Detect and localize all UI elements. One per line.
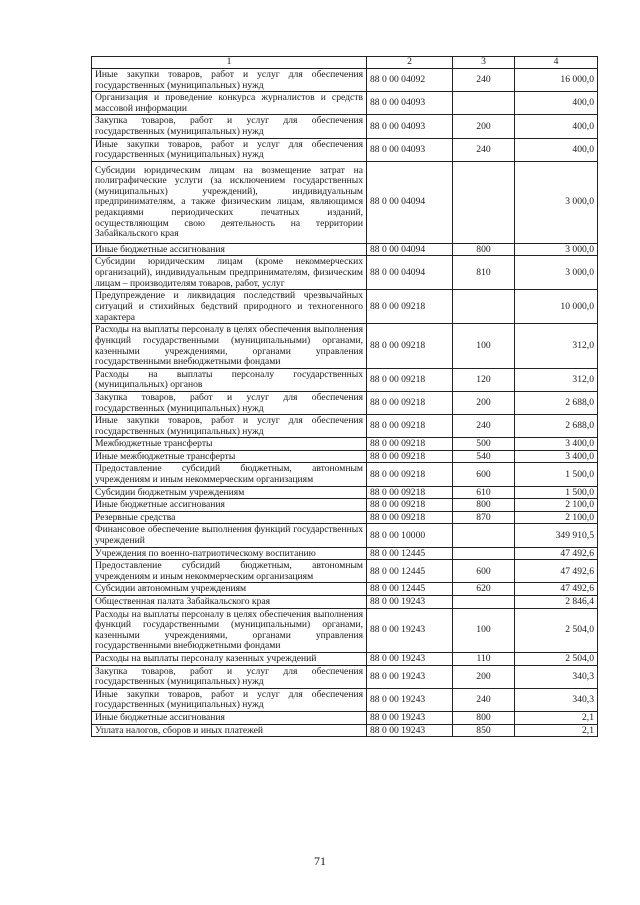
row-name-cell: Субсидии бюджетным учреждениям bbox=[92, 486, 367, 499]
row-sum-cell: 2 100,0 bbox=[515, 499, 598, 512]
row-code-cell: 88 0 00 04093 bbox=[367, 92, 453, 115]
row-sum-cell: 312,0 bbox=[515, 368, 598, 391]
row-code-cell: 88 0 00 09218 bbox=[367, 438, 453, 451]
table-row bbox=[92, 324, 598, 368]
row-sum-cell: 47 492,6 bbox=[515, 560, 598, 583]
row-name-cell: Учреждения по военно-патриотическому воспитанию bbox=[92, 547, 367, 560]
row-name-cell: Субсидии юридическим лицам (кроме некоммерческих организаций), индивидуальным предпринимателям, физическим лицам – производителям товаров, работ, услуг bbox=[92, 256, 367, 290]
table-header bbox=[92, 57, 598, 69]
row-name-cell: Иные закупки товаров, работ и услуг для обеспечения государственных (муниципальных) нужд bbox=[92, 69, 367, 92]
row-sum-cell: 1 500,0 bbox=[515, 463, 598, 486]
row-vr-cell bbox=[453, 161, 515, 243]
row-vr-cell: 870 bbox=[453, 511, 515, 524]
table-row bbox=[92, 608, 598, 652]
row-name-cell: Предоставление субсидий бюджетным, автономным учреждениям и иным некоммерческим организациям bbox=[92, 463, 367, 486]
row-name-cell: Резервные средства bbox=[92, 511, 367, 524]
row-sum-cell: 2 688,0 bbox=[515, 415, 598, 438]
row-name-cell: Иные закупки товаров, работ и услуг для обеспечения государственных (муниципальных) нужд bbox=[92, 138, 367, 161]
row-sum-cell: 349 910,5 bbox=[515, 524, 598, 547]
row-sum-cell: 400,0 bbox=[515, 138, 598, 161]
row-code-cell: 88 0 00 09218 bbox=[367, 368, 453, 391]
row-code-cell: 88 0 00 09218 bbox=[367, 290, 453, 324]
row-code-cell: 88 0 00 12445 bbox=[367, 560, 453, 583]
table-body bbox=[92, 69, 598, 737]
row-vr-cell: 100 bbox=[453, 324, 515, 368]
table-row bbox=[92, 161, 598, 243]
row-vr-cell: 540 bbox=[453, 450, 515, 463]
header-sum: 4 bbox=[515, 57, 598, 69]
table-row bbox=[92, 256, 598, 290]
table-row bbox=[92, 368, 598, 391]
row-vr-cell: 500 bbox=[453, 438, 515, 451]
row-vr-cell: 200 bbox=[453, 115, 515, 138]
row-sum-cell: 400,0 bbox=[515, 115, 598, 138]
row-name-cell: Субсидии автономным учреждениям bbox=[92, 583, 367, 596]
header-name: 1 bbox=[92, 57, 367, 69]
table-row bbox=[92, 724, 598, 737]
row-code-cell: 88 0 00 09218 bbox=[367, 415, 453, 438]
row-name-cell: Расходы на выплаты персоналу в целях обеспечения выполнения функций государственными (муниципальными) органами, казенными учреждениями, органами управления государственными внебюджетными фондами bbox=[92, 608, 367, 652]
row-vr-cell: 620 bbox=[453, 583, 515, 596]
row-name-cell: Предупреждение и ликвидация последствий чрезвычайных ситуаций и стихийных бедствий природного и техногенного характера bbox=[92, 290, 367, 324]
row-code-cell: 88 0 00 12445 bbox=[367, 583, 453, 596]
row-vr-cell: 200 bbox=[453, 665, 515, 688]
table-row bbox=[92, 652, 598, 665]
row-sum-cell: 47 492,6 bbox=[515, 547, 598, 560]
row-code-cell: 88 0 00 04093 bbox=[367, 138, 453, 161]
row-vr-cell: 240 bbox=[453, 69, 515, 92]
table-row bbox=[92, 711, 598, 724]
row-vr-cell: 850 bbox=[453, 724, 515, 737]
row-vr-cell: 240 bbox=[453, 138, 515, 161]
page-number: 71 bbox=[314, 854, 326, 868]
row-vr-cell: 120 bbox=[453, 368, 515, 391]
row-code-cell: 88 0 00 12445 bbox=[367, 547, 453, 560]
table-row bbox=[92, 596, 598, 609]
table-row bbox=[92, 450, 598, 463]
row-code-cell: 88 0 00 19243 bbox=[367, 608, 453, 652]
row-sum-cell: 3 000,0 bbox=[515, 243, 598, 256]
row-code-cell: 88 0 00 19243 bbox=[367, 711, 453, 724]
header-vr: 3 bbox=[453, 57, 515, 69]
row-code-cell: 88 0 00 09218 bbox=[367, 463, 453, 486]
table-row bbox=[92, 560, 598, 583]
row-code-cell: 88 0 00 09218 bbox=[367, 391, 453, 414]
table-row bbox=[92, 92, 598, 115]
row-sum-cell: 2 100,0 bbox=[515, 511, 598, 524]
row-name-cell: Закупка товаров, работ и услуг для обеспечения государственных (муниципальных) нужд bbox=[92, 665, 367, 688]
row-name-cell: Иные межбюджетные трансферты bbox=[92, 450, 367, 463]
row-vr-cell bbox=[453, 547, 515, 560]
table-row bbox=[92, 115, 598, 138]
row-vr-cell: 810 bbox=[453, 256, 515, 290]
row-vr-cell: 610 bbox=[453, 486, 515, 499]
table-row bbox=[92, 511, 598, 524]
row-name-cell: Расходы на выплаты персоналу в целях обеспечения выполнения функций государственными (муниципальными) органами, казенными учреждениями, органами управления государственными внебюджетными фондами bbox=[92, 324, 367, 368]
row-name-cell: Уплата налогов, сборов и иных платежей bbox=[92, 724, 367, 737]
table-row bbox=[92, 499, 598, 512]
row-code-cell: 88 0 00 04094 bbox=[367, 161, 453, 243]
row-sum-cell: 2 846,4 bbox=[515, 596, 598, 609]
row-vr-cell bbox=[453, 290, 515, 324]
row-name-cell: Иные бюджетные ассигнования bbox=[92, 499, 367, 512]
row-vr-cell: 600 bbox=[453, 463, 515, 486]
row-name-cell: Расходы на выплаты персоналу государственных (муниципальных) органов bbox=[92, 368, 367, 391]
row-name-cell: Субсидии юридическим лицам на возмещение затрат на полиграфические услуги (за исключением государственных (муниципальных) учреждений), индивидуальным предпринимателям, а также физическим лицам, являющимся редакциями периодических печатных изданий, осуществляющим свою деятельность на территории Забайкальского края bbox=[92, 161, 367, 243]
row-sum-cell: 312,0 bbox=[515, 324, 598, 368]
table-row bbox=[92, 438, 598, 451]
table-row bbox=[92, 665, 598, 688]
row-sum-cell: 1 500,0 bbox=[515, 486, 598, 499]
row-code-cell: 88 0 00 04094 bbox=[367, 243, 453, 256]
row-vr-cell: 110 bbox=[453, 652, 515, 665]
row-sum-cell: 3 400,0 bbox=[515, 450, 598, 463]
row-vr-cell: 200 bbox=[453, 391, 515, 414]
row-vr-cell: 800 bbox=[453, 499, 515, 512]
row-code-cell: 88 0 00 04092 bbox=[367, 69, 453, 92]
row-sum-cell: 3 000,0 bbox=[515, 161, 598, 243]
row-sum-cell: 340,3 bbox=[515, 665, 598, 688]
header-code: 2 bbox=[367, 57, 453, 69]
row-name-cell: Предоставление субсидий бюджетным, автономным учреждениям и иным некоммерческим организациям bbox=[92, 560, 367, 583]
row-code-cell: 88 0 00 09218 bbox=[367, 499, 453, 512]
table-row bbox=[92, 486, 598, 499]
row-vr-cell: 240 bbox=[453, 688, 515, 711]
row-code-cell: 88 0 00 19243 bbox=[367, 652, 453, 665]
row-name-cell: Закупка товаров, работ и услуг для обеспечения государственных (муниципальных) нужд bbox=[92, 115, 367, 138]
row-name-cell: Расходы на выплаты персоналу казенных учреждений bbox=[92, 652, 367, 665]
table-row bbox=[92, 463, 598, 486]
row-sum-cell: 3 000,0 bbox=[515, 256, 598, 290]
row-code-cell: 88 0 00 19243 bbox=[367, 688, 453, 711]
row-vr-cell: 800 bbox=[453, 243, 515, 256]
row-name-cell: Организация и проведение конкурса журналистов и средств массовой информации bbox=[92, 92, 367, 115]
table-row bbox=[92, 583, 598, 596]
row-name-cell: Финансовое обеспечение выполнения функций государственных учреждений bbox=[92, 524, 367, 547]
budget-table bbox=[91, 56, 598, 737]
row-vr-cell bbox=[453, 596, 515, 609]
row-vr-cell bbox=[453, 92, 515, 115]
row-vr-cell bbox=[453, 524, 515, 547]
row-vr-cell: 600 bbox=[453, 560, 515, 583]
row-sum-cell: 2 504,0 bbox=[515, 608, 598, 652]
table-row bbox=[92, 688, 598, 711]
header-row bbox=[92, 57, 598, 69]
table-row bbox=[92, 69, 598, 92]
row-code-cell: 88 0 00 10000 bbox=[367, 524, 453, 547]
row-name-cell: Иные бюджетные ассигнования bbox=[92, 243, 367, 256]
row-sum-cell: 3 400,0 bbox=[515, 438, 598, 451]
row-code-cell: 88 0 00 09218 bbox=[367, 511, 453, 524]
row-sum-cell: 2 688,0 bbox=[515, 391, 598, 414]
row-name-cell: Закупка товаров, работ и услуг для обеспечения государственных (муниципальных) нужд bbox=[92, 391, 367, 414]
row-code-cell: 88 0 00 09218 bbox=[367, 486, 453, 499]
row-code-cell: 88 0 00 09218 bbox=[367, 324, 453, 368]
table-row bbox=[92, 391, 598, 414]
row-vr-cell: 800 bbox=[453, 711, 515, 724]
row-sum-cell: 2,1 bbox=[515, 724, 598, 737]
row-name-cell: Иные закупки товаров, работ и услуг для обеспечения государственных (муниципальных) нужд bbox=[92, 688, 367, 711]
table-row bbox=[92, 524, 598, 547]
row-code-cell: 88 0 00 04094 bbox=[367, 256, 453, 290]
row-sum-cell: 2,1 bbox=[515, 711, 598, 724]
row-sum-cell: 400,0 bbox=[515, 92, 598, 115]
row-sum-cell: 10 000,0 bbox=[515, 290, 598, 324]
table-row bbox=[92, 290, 598, 324]
row-code-cell: 88 0 00 19243 bbox=[367, 665, 453, 688]
row-vr-cell: 100 bbox=[453, 608, 515, 652]
row-sum-cell: 16 000,0 bbox=[515, 69, 598, 92]
table-row bbox=[92, 138, 598, 161]
table-row bbox=[92, 547, 598, 560]
row-code-cell: 88 0 00 19243 bbox=[367, 724, 453, 737]
row-code-cell: 88 0 00 09218 bbox=[367, 450, 453, 463]
row-code-cell: 88 0 00 04093 bbox=[367, 115, 453, 138]
row-sum-cell: 340,3 bbox=[515, 688, 598, 711]
row-sum-cell: 47 492,6 bbox=[515, 583, 598, 596]
table-row bbox=[92, 415, 598, 438]
row-code-cell: 88 0 00 19243 bbox=[367, 596, 453, 609]
row-name-cell: Межбюджетные трансферты bbox=[92, 438, 367, 451]
row-sum-cell: 2 504,0 bbox=[515, 652, 598, 665]
row-name-cell: Общественная палата Забайкальского края bbox=[92, 596, 367, 609]
table-row bbox=[92, 243, 598, 256]
row-vr-cell: 240 bbox=[453, 415, 515, 438]
row-name-cell: Иные бюджетные ассигнования bbox=[92, 711, 367, 724]
row-name-cell: Иные закупки товаров, работ и услуг для обеспечения государственных (муниципальных) нужд bbox=[92, 415, 367, 438]
